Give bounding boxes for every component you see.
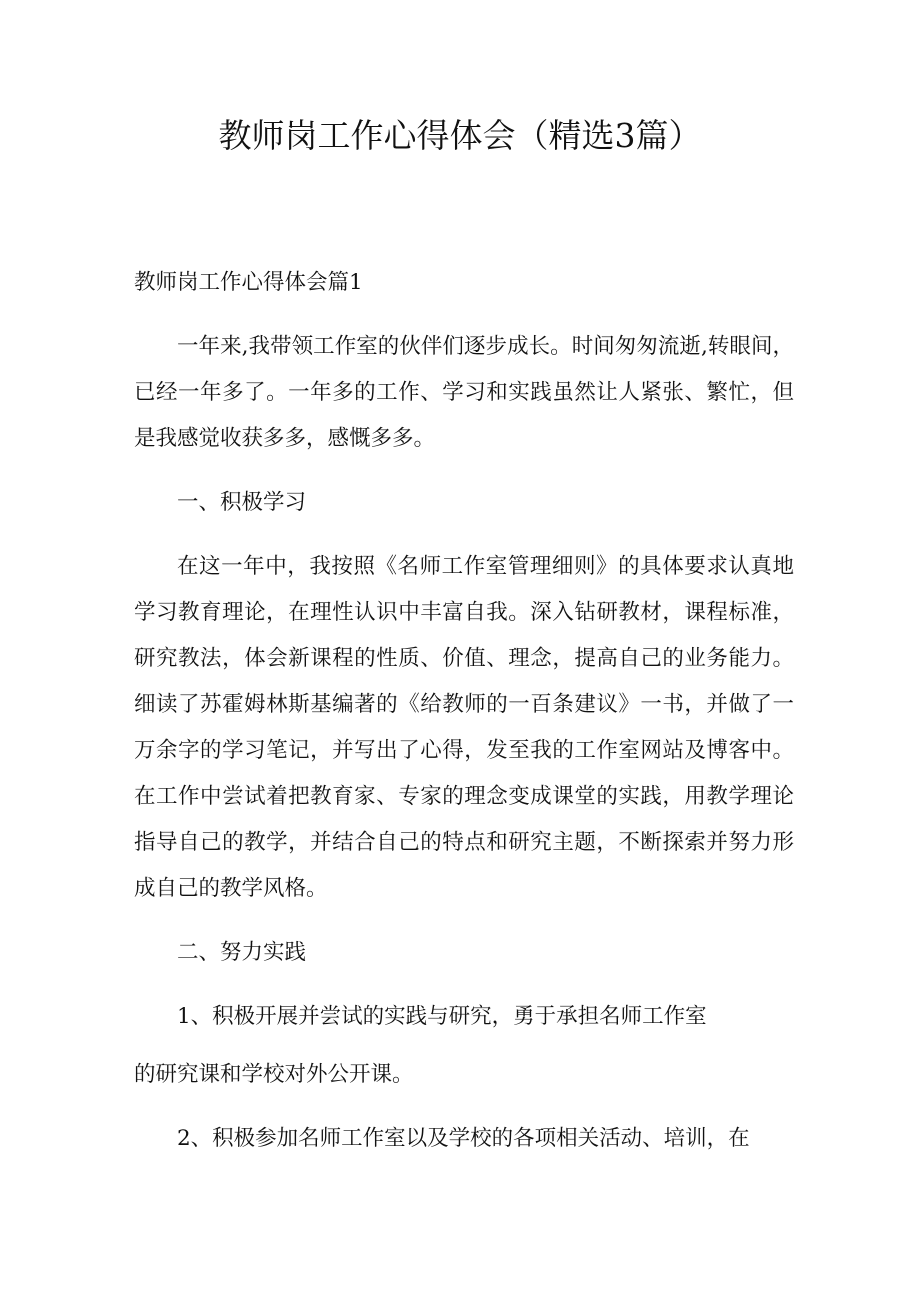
- list-item-2: 2、积极参加名师工作室以及学校的各项相关活动、培训，在: [177, 1126, 750, 1151]
- document-title: 教师岗工作心得体会（精选3篇）: [218, 116, 702, 155]
- document-body: [134, 260, 794, 1180]
- heading-practice: 二、努力实践: [177, 940, 307, 965]
- list-item-1-continued: 的研究课和学校对外公开课。: [134, 1062, 414, 1087]
- paragraph-learning: 在这一年中，我按照《名师工作室管理细则》的具体要求认真地学习教育理论，在理性认识中丰富自我。深入钻研教材，课程标准，研究教法，体会新课程的性质、价值、理念，提高自己的业务能力。细读了苏霍姆林斯基编著的《给教师的一百条建议》一书，并做了一万余字的学习笔记，并写出了心得，发至我的工作室网站及博客中。在工作中尝试着把教育家、专家的理念变成课堂的实践，用教学理论指导自己的教学，并结合自己的特点和研究主题，不断探索并努力形成自己的教学风格。: [134, 554, 794, 901]
- heading-active-learning: 一、积极学习: [177, 490, 307, 515]
- paragraph-intro: 一年来,我带领工作室的伙伴们逐步成长。时间匆匆流逝,转眼间，已经一年多了。一年多的工作、学习和实践虽然让人紧张、繁忙，但是我感觉收获多多，感慨多多。: [134, 334, 794, 451]
- list-item-1: 1、积极开展并尝试的实践与研究，勇于承担名师工作室: [177, 1004, 707, 1029]
- section-title: 教师岗工作心得体会篇1: [134, 270, 363, 295]
